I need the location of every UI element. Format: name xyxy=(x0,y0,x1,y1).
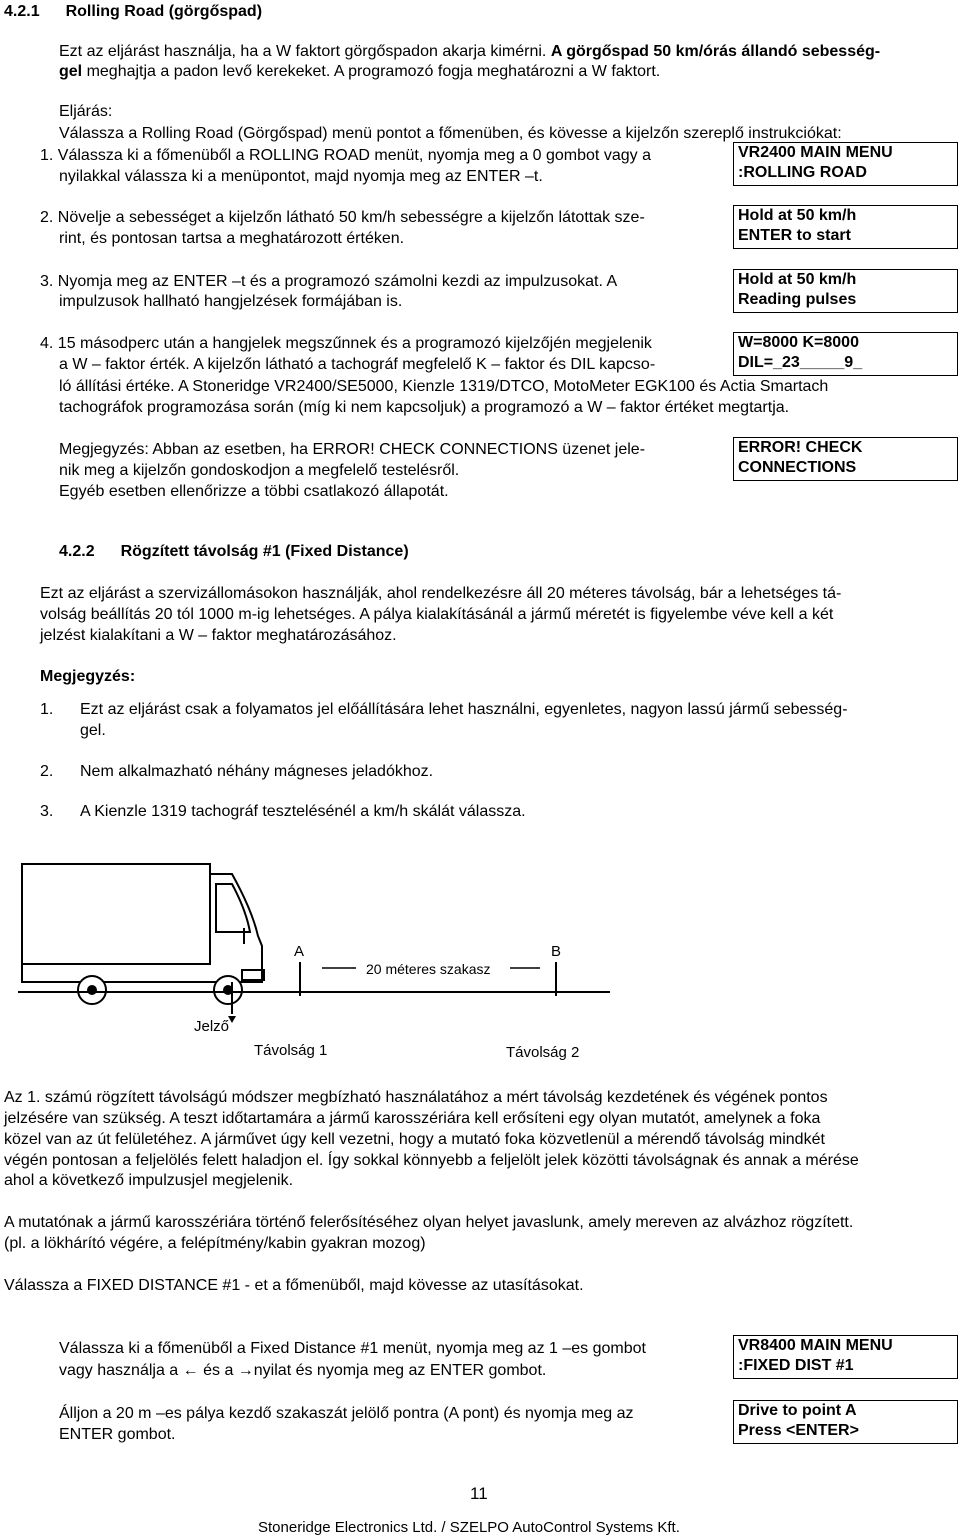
label-segment: 20 méteres szakasz xyxy=(366,961,491,977)
paragraph-2-line-4: végén pontosan a feljelölés felett haladjon el. Így sokkal könnyebb a feljelölt jelek közötti távolságnak és annak a mérése xyxy=(4,1152,859,1169)
lcd-display-drive-to-a: Drive to point A Press <ENTER> xyxy=(733,1400,958,1444)
truck-cab xyxy=(22,874,262,982)
paragraph-3-line-1: A mutatónak a jármű karosszériára történő felerősítéséhez olyan helyet javaslunk, amely mereven az alvázhoz rögzített. xyxy=(4,1214,854,1231)
paragraph-4: Válassza a FIXED DISTANCE #1 - et a főmenüből, majd kövesse az utasításokat. xyxy=(4,1277,584,1294)
right-arrow-icon: → xyxy=(237,1362,254,1379)
fixed-distance-step-2-line-1: Álljon a 20 m –es pálya kezdő szakaszát jelölő pontra (A pont) és nyomja meg az xyxy=(59,1405,634,1422)
procedure-text: Válassza a Rolling Road (Görgőspad) menü pontot a főmenüben, és kövesse a kijelzőn szereplő instrukciókat: xyxy=(59,125,842,142)
paragraph-2-line-5: ahol a következő impulzusjel megjelenik. xyxy=(4,1172,294,1189)
section-heading-4-2-2 xyxy=(59,542,409,562)
lcd-display-error: ERROR! CHECK CONNECTIONS xyxy=(733,437,958,481)
paragraph-2-line-2: jelzésére van szükség. A teszt időtartamára a jármű karosszériára kell erősíteni egy olyan mutatót, amelynek a foka xyxy=(4,1110,821,1127)
footer-company: Stoneridge Electronics Ltd. / SZELPO AutoControl Systems Kft. xyxy=(258,1519,680,1536)
paragraph-3-line-2: (pl. a lökhárító végére, a felépítmény/kabin gyakran mozog) xyxy=(4,1235,426,1252)
step-2-line-2: rint, és pontosan tartsa a meghatározott értéken. xyxy=(59,230,405,247)
note-2-line-1: Nem alkalmazható néhány mágneses jeladókhoz. xyxy=(80,763,434,780)
step-1-line-2: nyilakkal válassza ki a menüpontot, majd nyomja meg az ENTER –t. xyxy=(59,168,543,185)
step-4-line-4: tachográfok programozása során (míg ki nem kapcsoljuk) a programozó a W – faktor értéket megtartja. xyxy=(59,399,790,416)
note-line-1: Megjegyzés: Abban az esetben, ha ERROR! CHECK CONNECTIONS üzenet jele- xyxy=(59,441,646,458)
note-1-line-1: Ezt az eljárást csak a folyamatos jel előállítására lehet használni, egyenletes, nagyon lassú jármű sebesség- xyxy=(80,701,848,718)
step-3-line-1: 3. Nyomja meg az ENTER –t és a programozó számolni kezdi az impulzusokat. A xyxy=(40,273,618,290)
paragraph-1-line-2: volság beállítás 20 tól 1000 m-ig lehetséges. A pálya kialakításánál a jármű méretét is figyelembe véve kell a két xyxy=(40,606,834,623)
label-distance-1: Távolság 1 xyxy=(254,1042,328,1059)
note-1-line-2: gel. xyxy=(80,722,106,739)
note-2-number: 2. xyxy=(40,763,54,780)
step-4-line-1: 4. 15 másodperc után a hangjelek megszűnnek és a programozó kijelzőjén megjelenik xyxy=(40,335,652,352)
label-point-b: B xyxy=(551,943,562,960)
truck-wheels xyxy=(78,976,242,1004)
fixed-distance-step-1-line-2: vagy használja a ← és a →nyilat és nyomja meg az ENTER gombot. xyxy=(59,1362,547,1379)
fixed-distance-step-1-line-1: Válassza ki a főmenüből a Fixed Distance #1 menüt, nyomja meg az 1 –es gombot xyxy=(59,1340,646,1357)
left-arrow-icon: ← xyxy=(182,1362,199,1379)
paragraph-2-line-3: közel van az út felületéhez. A járművet úgy kell vezetni, hogy a mutató foka közvetlenül a mérendő távolság mindkét xyxy=(4,1131,825,1148)
truck-cargo-box xyxy=(22,864,210,964)
note-3-line-1: A Kienzle 1319 tachográf tesztelésénél a km/h skálát válassza. xyxy=(80,803,526,820)
paragraph-1-line-1: Ezt az eljárást a szervizállomásokon használják, ahol rendelkezésre áll 20 méteres távolság, bár a lehetséges tá- xyxy=(40,585,842,602)
note-line-3: Egyéb esetben ellenőrizze a többi csatlakozó állapotát. xyxy=(59,483,449,500)
label-pointer: Jelző xyxy=(194,1018,230,1035)
procedure-label: Eljárás: xyxy=(59,103,113,120)
fixed-distance-diagram xyxy=(0,840,960,1070)
section-number: 4.2.2 xyxy=(59,543,95,560)
label-distance-2: Távolság 2 xyxy=(506,1044,580,1061)
section-number: 4.2.1 xyxy=(4,3,40,20)
page-number: 11 xyxy=(470,1484,488,1503)
note-3-number: 3. xyxy=(40,803,54,820)
step-3-line-2: impulzusok hallható hangjelzések formájában is. xyxy=(59,293,403,310)
step-4-line-3: ló állítási értéke. A Stoneridge VR2400/SE5000, Kienzle 1319/DTCO, MotoMeter EGK100 és Actia Smartach xyxy=(59,378,829,395)
label-point-a: A xyxy=(294,943,305,960)
lcd-display-main-menu: VR2400 MAIN MENU :ROLLING ROAD xyxy=(733,142,958,186)
intro-line-1: Ezt az eljárást használja, ha a W faktort görgőspadon akarja kimérni. A görgőspad 50 km/órás állandó sebesség- xyxy=(59,43,881,60)
section-heading-4-2-1 xyxy=(4,2,262,22)
fixed-distance-step-2-line-2: ENTER gombot. xyxy=(59,1426,176,1443)
lcd-display-hold-start: Hold at 50 km/h ENTER to start xyxy=(733,205,958,249)
truck-illustration xyxy=(22,864,264,982)
truck-window xyxy=(216,884,250,932)
lcd-display-reading-pulses: Hold at 50 km/h Reading pulses xyxy=(733,269,958,313)
truck-bumper xyxy=(242,970,264,980)
section-title: Rolling Road (görgőspad) xyxy=(65,3,263,20)
pointer-tip xyxy=(228,1016,236,1023)
lcd-display-fixed-dist: VR8400 MAIN MENU :FIXED DIST #1 xyxy=(733,1335,958,1379)
step-2-line-1: 2. Növelje a sebességet a kijelzőn látható 50 km/h sebességre a kijelzőn látottak sze- xyxy=(40,209,645,226)
step-1-line-1: 1. Válassza ki a főmenüből a ROLLING ROAD menüt, nyomja meg a 0 gombot vagy a xyxy=(40,147,651,164)
lcd-display-w-k-dil: W=8000 K=8000 DIL=_23_____9_ xyxy=(733,332,958,376)
step-4-line-2: a W – faktor érték. A kijelzőn látható a tachográf megfelelő K – faktor és DIL kapcso- xyxy=(59,356,656,373)
section-title: Rögzített távolság #1 (Fixed Distance) xyxy=(120,543,409,560)
paragraph-2-line-1: Az 1. számú rögzített távolságú módszer megbízható használatához a mért távolság kezdetének és végének pontos xyxy=(4,1089,828,1106)
notes-title: Megjegyzés: xyxy=(40,668,136,685)
note-line-2: nik meg a kijelzőn gondoskodjon a megfelelő testelésről. xyxy=(59,462,460,479)
note-1-number: 1. xyxy=(40,701,54,718)
intro-line-2: gel meghajtja a padon levő kerekeket. A programozó fogja meghatározni a W faktort. xyxy=(59,63,661,80)
paragraph-1-line-3: jelzést kialakítani a W – faktor meghatározásához. xyxy=(40,627,397,644)
